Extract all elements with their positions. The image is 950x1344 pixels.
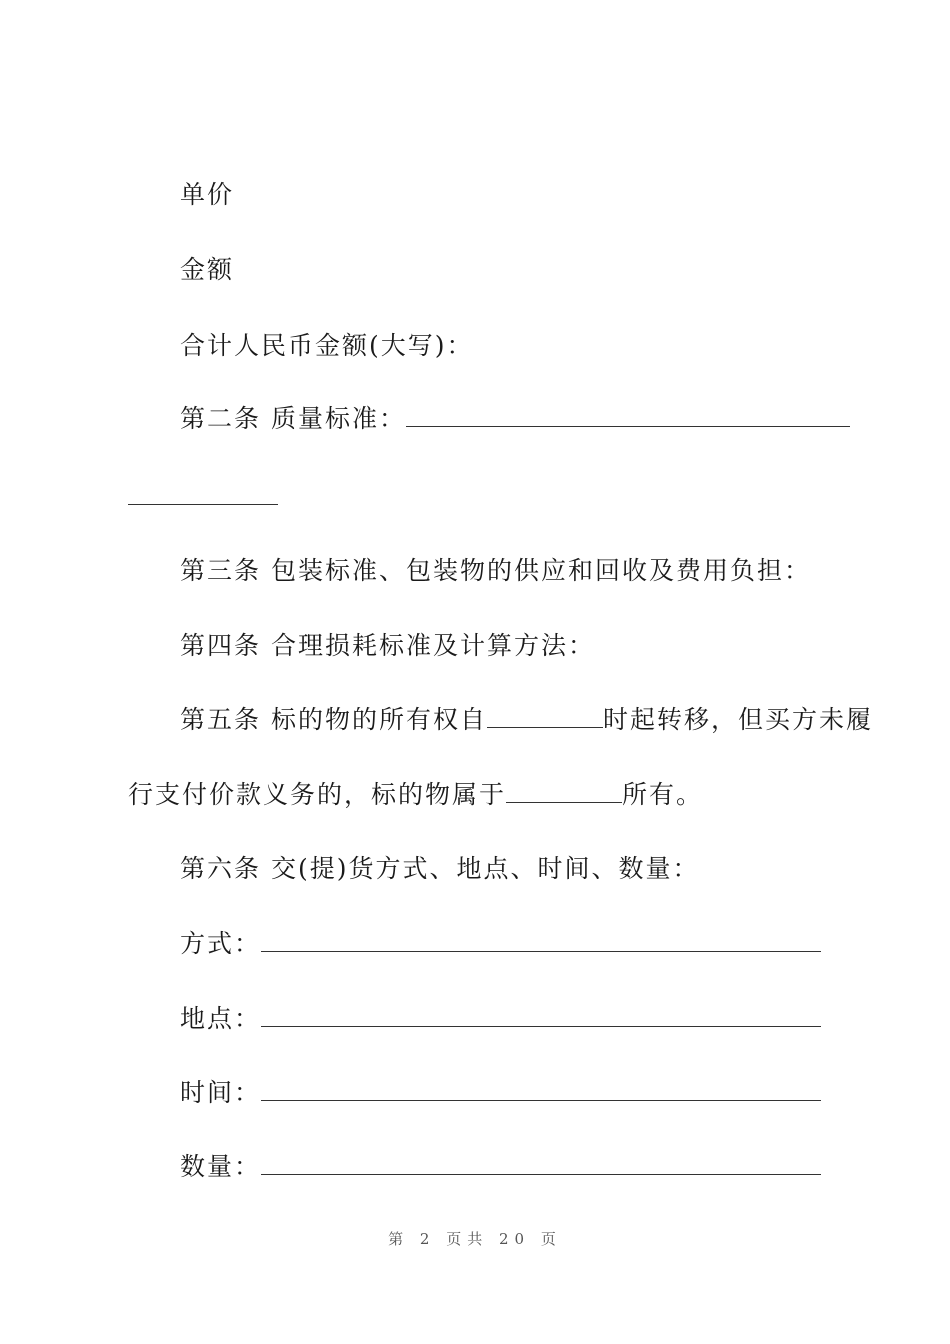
ownership-party-blank	[506, 780, 622, 803]
place-label: 地点：	[180, 1004, 262, 1033]
article-2-line	[180, 404, 850, 434]
method-label: 方式：	[180, 929, 262, 958]
method-line	[180, 929, 821, 959]
time-line	[180, 1078, 821, 1108]
total-rmb-label: 合计人民币金额(大写)：	[180, 331, 474, 360]
time-blank	[261, 1078, 821, 1101]
place-line	[180, 1004, 821, 1034]
article-5-text-b: 时起转移，但买方未履	[602, 705, 873, 734]
article-5-text-c: 行支付价款义务的，标的物属于	[128, 780, 507, 809]
article-5-text-a: 第五条 标的物的所有权自	[180, 705, 487, 734]
time-label: 时间：	[180, 1078, 262, 1107]
article-4-text: 第四条 合理损耗标准及计算方法：	[180, 631, 595, 660]
page-footer: 第 2 页共 20 页	[388, 1230, 562, 1248]
article-5-line-2	[128, 780, 703, 810]
quantity-blank	[261, 1152, 821, 1175]
article-5-text-d: 所有。	[622, 780, 704, 809]
amount-label: 金额	[180, 255, 235, 284]
article-5-line-1	[180, 705, 873, 735]
quantity-line	[180, 1152, 821, 1182]
ownership-transfer-blank	[487, 705, 603, 728]
quality-standard-blank	[406, 404, 850, 427]
unit-price-label: 单价	[180, 180, 235, 209]
method-blank	[261, 929, 821, 952]
article-3-text: 第三条 包装标准、包装物的供应和回收及费用负担：	[180, 556, 811, 585]
article-2-text: 第二条 质量标准：	[180, 404, 406, 433]
quantity-label: 数量：	[180, 1152, 262, 1181]
quality-standard-blank-continued	[128, 504, 278, 505]
place-blank	[261, 1004, 821, 1027]
article-6-text: 第六条 交(提)货方式、地点、时间、数量：	[180, 854, 700, 883]
